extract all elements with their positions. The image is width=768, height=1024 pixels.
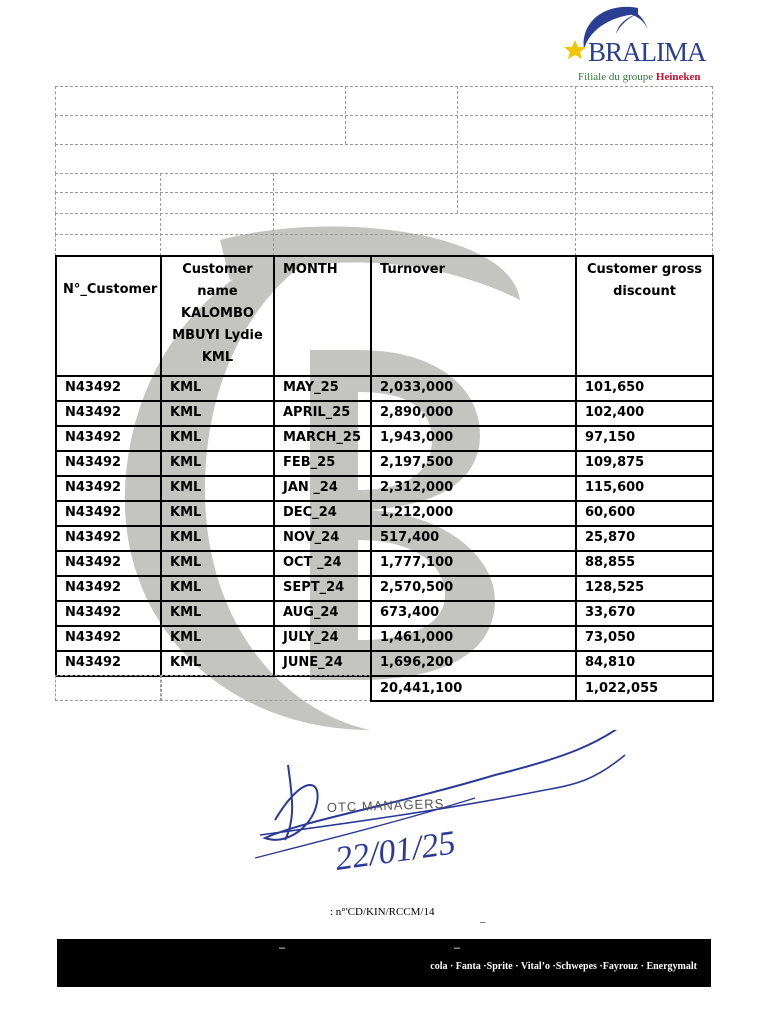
- header-customer-no: N°_Customer: [55, 255, 162, 377]
- signature-date: 22/01/25: [332, 824, 458, 878]
- table-cell-name: KML: [160, 600, 275, 627]
- table-cell-name: KML: [160, 625, 275, 652]
- table-cell-discount: 128,525: [575, 575, 714, 602]
- table-cell-turnover: 1,777,100: [370, 550, 577, 577]
- table-cell-no: N43492: [55, 375, 162, 402]
- table-cell-turnover: 517,400: [370, 525, 577, 552]
- table-cell-no: N43492: [55, 450, 162, 477]
- table-cell-discount: 97,150: [575, 425, 714, 452]
- footer-mark: –: [454, 942, 461, 954]
- table-cell-month: NOV_24: [273, 525, 372, 552]
- table-cell-name: KML: [160, 475, 275, 502]
- table-cell-turnover: 1,943,000: [370, 425, 577, 452]
- table-cell-no: N43492: [55, 600, 162, 627]
- footer-mark: –: [279, 942, 286, 954]
- total-turnover: 20,441,100: [370, 675, 577, 702]
- signature-stamp: [245, 730, 665, 880]
- table-cell-discount: 60,600: [575, 500, 714, 527]
- table-cell-no: N43492: [55, 650, 162, 677]
- header-month: MONTH: [273, 255, 372, 377]
- table-cell-discount: 88,855: [575, 550, 714, 577]
- table-cell-month: JUNE_24: [273, 650, 372, 677]
- table-cell-turnover: 2,033,000: [370, 375, 577, 402]
- table-cell-turnover: 1,212,000: [370, 500, 577, 527]
- table-cell-name: KML: [160, 550, 275, 577]
- total-empty-cell: [55, 675, 162, 701]
- table-cell-turnover: 2,570,500: [370, 575, 577, 602]
- table-cell-no: N43492: [55, 500, 162, 527]
- total-empty-cell: [160, 675, 372, 701]
- table-cell-month: MAY_25: [273, 375, 372, 402]
- footer-dash: –: [480, 916, 486, 928]
- header-turnover: Turnover: [370, 255, 577, 377]
- table-cell-no: N43492: [55, 400, 162, 427]
- table-cell-no: N43492: [55, 425, 162, 452]
- table-cell-month: FEB_25: [273, 450, 372, 477]
- table-cell-month: JULY_24: [273, 625, 372, 652]
- table-cell-no: N43492: [55, 550, 162, 577]
- table-cell-turnover: 673,400: [370, 600, 577, 627]
- total-discount: 1,022,055: [575, 675, 714, 702]
- table-cell-month: AUG_24: [273, 600, 372, 627]
- table-cell-discount: 102,400: [575, 400, 714, 427]
- table-cell-no: N43492: [55, 625, 162, 652]
- table-cell-name: KML: [160, 575, 275, 602]
- header-discount: Customer gross discount: [575, 255, 714, 377]
- table-cell-turnover: 2,890,000: [370, 400, 577, 427]
- table-cell-turnover: 2,197,500: [370, 450, 577, 477]
- table-cell-month: DEC_24: [273, 500, 372, 527]
- header-customer-name: Customer name KALOMBO MBUYI Lydie KML: [160, 255, 275, 377]
- table-cell-discount: 25,870: [575, 525, 714, 552]
- table-cell-name: KML: [160, 400, 275, 427]
- table-cell-name: KML: [160, 450, 275, 477]
- table-cell-month: OCT _24: [273, 550, 372, 577]
- table-cell-discount: 101,650: [575, 375, 714, 402]
- table-cell-turnover: 1,696,200: [370, 650, 577, 677]
- table-cell-no: N43492: [55, 525, 162, 552]
- table-cell-discount: 84,810: [575, 650, 714, 677]
- table-cell-name: KML: [160, 500, 275, 527]
- table-cell-month: MARCH_25: [273, 425, 372, 452]
- table-cell-no: N43492: [55, 475, 162, 502]
- table-cell-discount: 115,600: [575, 475, 714, 502]
- table-cell-name: KML: [160, 375, 275, 402]
- table-cell-month: APRIL_25: [273, 400, 372, 427]
- stamp-text: OTC MANAGERS: [326, 795, 445, 815]
- table-cell-month: JAN _24: [273, 475, 372, 502]
- logo-brand-text: BRALIMA: [588, 37, 706, 67]
- rccm-number: : n°'CD/KIN/RCCM/14: [330, 906, 435, 918]
- table-cell-name: KML: [160, 525, 275, 552]
- table-cell-discount: 73,050: [575, 625, 714, 652]
- table-cell-discount: 109,875: [575, 450, 714, 477]
- table-cell-no: N43492: [55, 575, 162, 602]
- table-cell-month: SEPT_24: [273, 575, 372, 602]
- bralima-logo: [560, 0, 710, 90]
- footer-brands: cola · Fanta ·Sprite · Vital’o ·Schwepes ·Fayrouz · Energymalt: [430, 961, 697, 972]
- table-cell-discount: 33,670: [575, 600, 714, 627]
- table-cell-turnover: 1,461,000: [370, 625, 577, 652]
- logo-subtitle: Filiale du groupe Heineken: [578, 71, 701, 83]
- table-cell-name: KML: [160, 425, 275, 452]
- footer-bar: [57, 939, 711, 987]
- table-cell-name: KML: [160, 650, 275, 677]
- table-cell-turnover: 2,312,000: [370, 475, 577, 502]
